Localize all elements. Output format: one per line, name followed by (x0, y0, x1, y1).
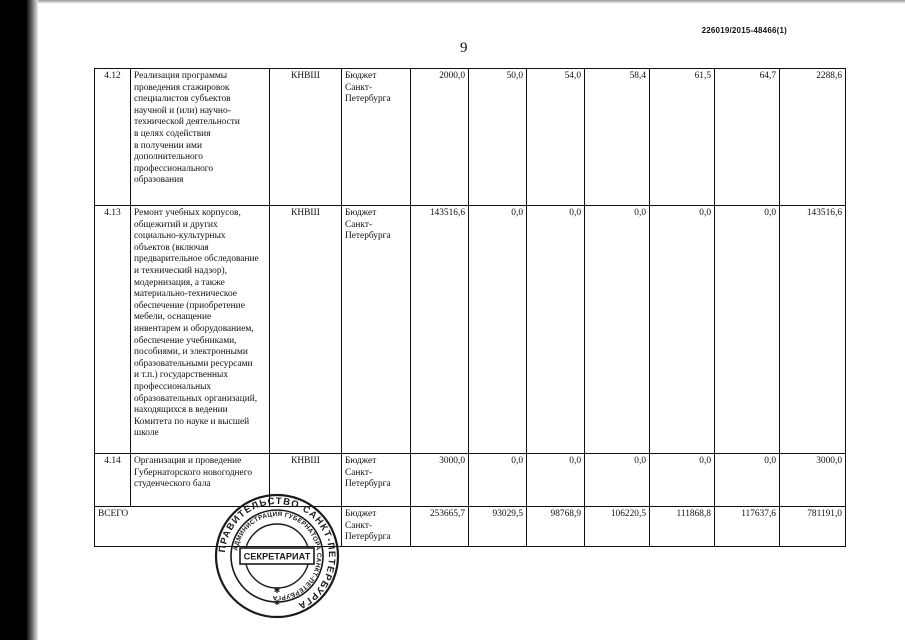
funding-source: Бюджет Санкт- Петербурга (342, 69, 411, 206)
table-row (95, 206, 846, 454)
row-number: 4.14 (95, 454, 131, 507)
budget-table (94, 68, 846, 547)
value-cell: 0,0 (715, 206, 780, 454)
table-row (95, 454, 846, 507)
total-cell: 2288,6 (780, 69, 846, 206)
stamp-star-icon: ✱ (274, 599, 280, 607)
value-cell: 0,0 (585, 454, 650, 507)
value-cell: 93029,5 (469, 507, 527, 547)
value-cell: 61,5 (650, 69, 715, 206)
value-cell: 143516,6 (411, 206, 469, 454)
total-row (95, 507, 846, 547)
value-cell: 0,0 (469, 454, 527, 507)
scan-top-edge (38, 0, 905, 4)
value-cell: 253665,7 (411, 507, 469, 547)
total-cell: 3000,0 (780, 454, 846, 507)
activity-name: Организация и проведение Губернаторского новогоднего студенческого бала (131, 454, 270, 507)
row-number: 4.13 (95, 206, 131, 454)
total-label: ВСЕГО (95, 507, 342, 547)
stamp-outer-text: ПРАВИТЕЛЬСТВО САНКТ-ПЕТЕРБУРГА (217, 495, 338, 612)
value-cell: 2000,0 (411, 69, 469, 206)
stamp-center-text: СЕКРЕТАРИАТ (243, 551, 311, 562)
stamp-inner-text: АДМИНИСТРАЦИЯ ГУБЕРНАТОРА САНКТ-ПЕТЕРБУРГА (232, 510, 323, 602)
total-cell: 781191,0 (780, 507, 846, 547)
activity-name: Ремонт учебных корпусов, общежитий и других социально-культурных объектов (включая предварительное обследование и технический надзор), модернизация, а также материально-техническое обеспечение (приобретение мебели, оснащение инвентарем и оборудованием, обеспечение учебниками, пособиями, и электронными образовательными ресурсами и т.п.) государственных профессиональных образовательных организаций, находящихся в ведении Комитета по науке и высшей школе (131, 206, 270, 454)
value-cell: 54,0 (527, 69, 585, 206)
document-id: 226019/2015-48466(1) (701, 26, 787, 35)
funding-source: Бюджет Санкт- Петербурга (342, 454, 411, 507)
page-number: 9 (460, 40, 468, 56)
value-cell: 64,7 (715, 69, 780, 206)
value-cell: 0,0 (469, 206, 527, 454)
value-cell: 0,0 (527, 454, 585, 507)
executor: КНВШ (270, 454, 342, 507)
value-cell: 0,0 (650, 454, 715, 507)
row-number: 4.12 (95, 69, 131, 206)
funding-source: Бюджет Санкт- Петербурга (342, 507, 411, 547)
value-cell: 0,0 (715, 454, 780, 507)
funding-source: Бюджет Санкт- Петербурга (342, 206, 411, 454)
value-cell: 98768,9 (527, 507, 585, 547)
table-row (95, 69, 846, 206)
value-cell: 0,0 (527, 206, 585, 454)
executor: КНВШ (270, 69, 342, 206)
total-cell: 143516,6 (780, 206, 846, 454)
activity-name: Реализация программы проведения стажировок специалистов субъектов научной и (или) научно- технической деятельности в целях содействия в получении ими дополнительного профессионального образования (131, 69, 270, 206)
stamp-star-icon: ✱ (273, 586, 281, 595)
value-cell: 0,0 (650, 206, 715, 454)
value-cell: 58,4 (585, 69, 650, 206)
value-cell: 106220,5 (585, 507, 650, 547)
value-cell: 117637,6 (715, 507, 780, 547)
value-cell: 0,0 (585, 206, 650, 454)
value-cell: 50,0 (469, 69, 527, 206)
value-cell: 3000,0 (411, 454, 469, 507)
secretariat-stamp (214, 493, 340, 619)
scan-left-edge (0, 0, 38, 640)
value-cell: 111868,8 (650, 507, 715, 547)
executor: КНВШ (270, 206, 342, 454)
